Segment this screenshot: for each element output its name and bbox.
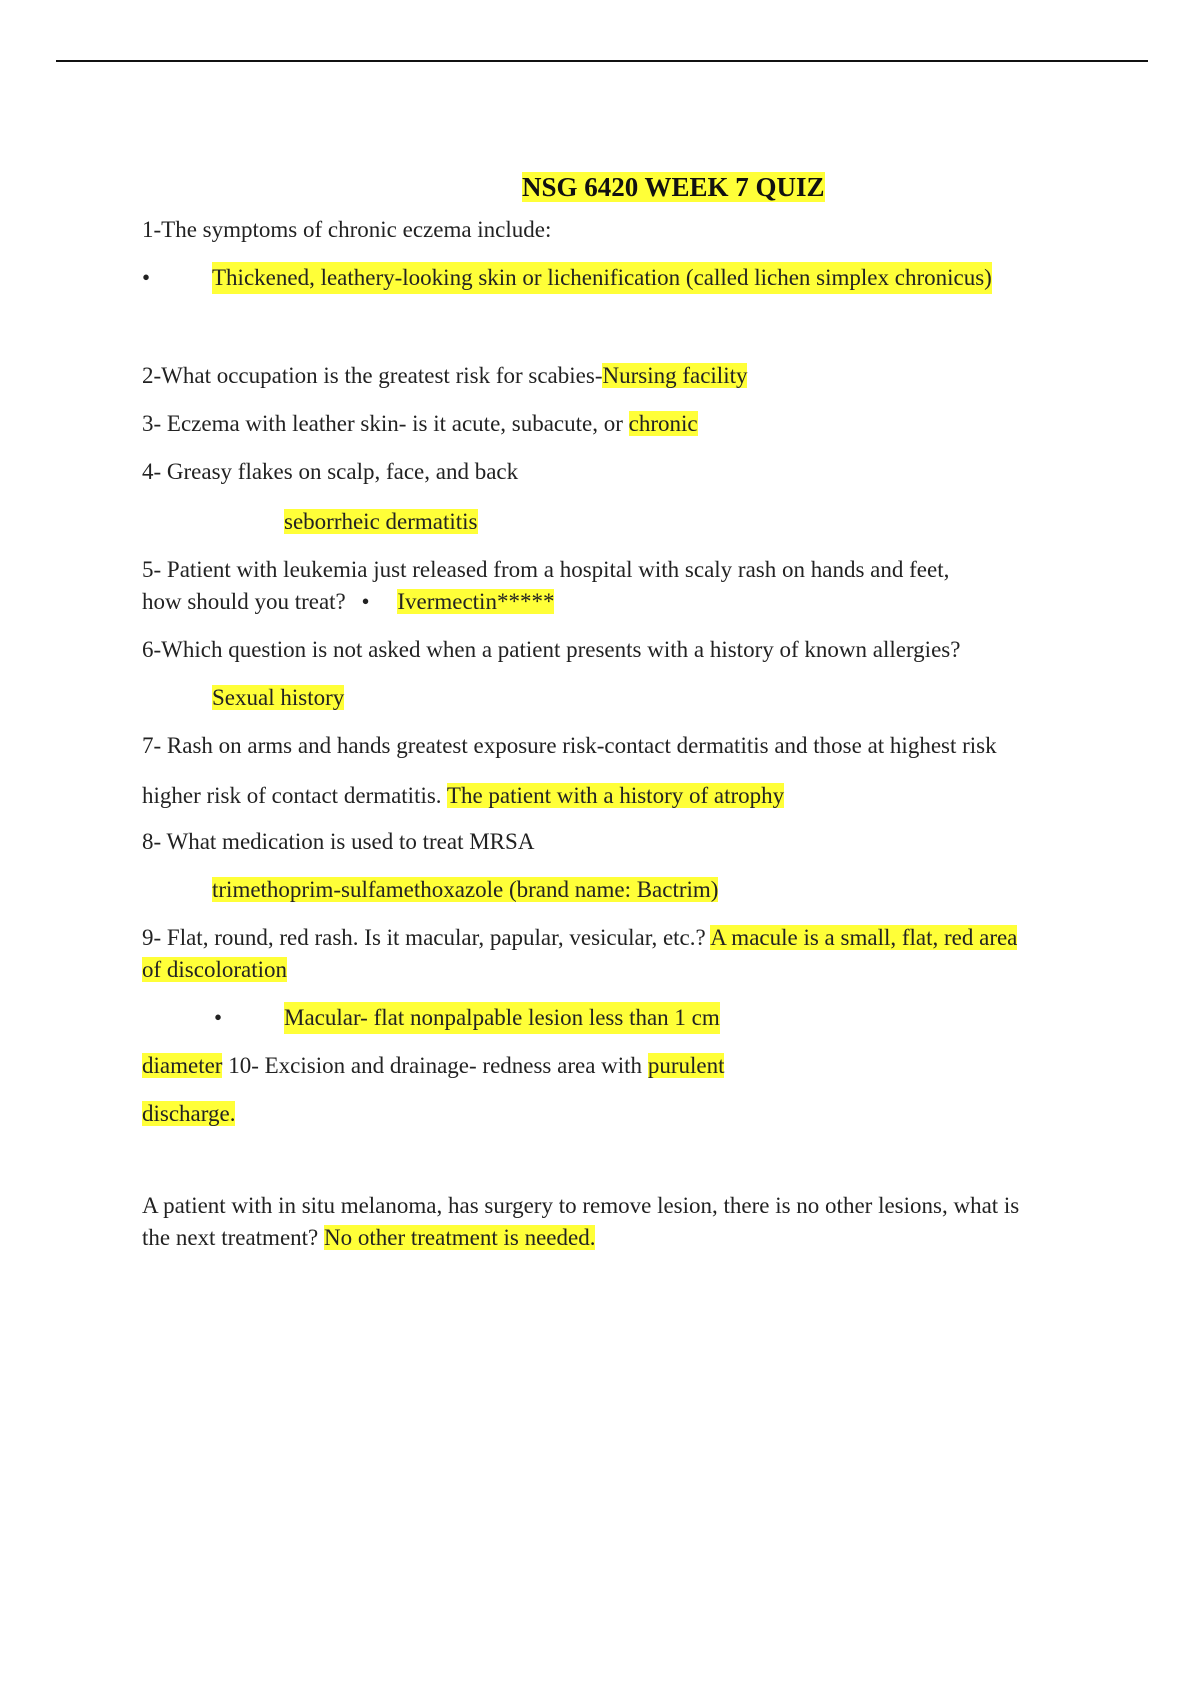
top-horizontal-rule [56, 60, 1148, 62]
answer-9-line-1: A macule is a small, flat, red area [710, 925, 1018, 950]
answer-9-line-2: of discoloration [142, 957, 287, 982]
bullet-icon: • [214, 1005, 223, 1030]
question-5-line-2 [142, 586, 554, 618]
question-11-line-1: A patient with in situ melanoma, has surgery to remove lesion, there is no other lesions, what is [142, 1193, 1020, 1218]
question-1: 1-The symptoms of chronic eczema include: [142, 217, 552, 242]
answer-10-line-2: discharge. [142, 1101, 236, 1126]
answer-5: Ivermectin***** [397, 589, 555, 614]
bullet-icon: • [142, 265, 151, 290]
answer-9-bullet-cont: diameter [142, 1053, 223, 1078]
answer-9-line-2-row [142, 954, 287, 986]
answer-6: Sexual history [212, 685, 345, 710]
answer-3: chronic [628, 411, 698, 436]
question-10 [142, 1050, 724, 1082]
question-3 [142, 408, 698, 440]
answer-8-row [212, 874, 718, 906]
question-10-text: 10- Excision and drainage- redness area with [222, 1053, 648, 1078]
answer-10-line-2-row [142, 1098, 235, 1130]
question-7-text: higher risk of contact dermatitis. [142, 783, 447, 808]
answer-7: The patient with a history of atrophy [446, 783, 785, 808]
question-9 [142, 922, 1017, 954]
answer-10-line-1: purulent [647, 1053, 725, 1078]
document-title [522, 168, 825, 206]
question-4: 4- Greasy flakes on scalp, face, and back [142, 459, 519, 484]
question-2-text: 2-What occupation is the greatest risk for scabies- [142, 363, 603, 388]
question-7-line-2 [142, 780, 784, 812]
question-6: 6-Which question is not asked when a patient presents with a history of known allergies? [142, 637, 961, 662]
answer-1: Thickened, leathery-looking skin or lichenification (called lichen simplex chronicus) [212, 262, 992, 294]
question-9-text: 9- Flat, round, red rash. Is it macular, papular, vesicular, etc.? [142, 925, 711, 950]
question-8: 8- What medication is used to treat MRSA [142, 829, 535, 854]
question-2 [142, 360, 747, 392]
question-7-line-1: 7- Rash on arms and hands greatest exposure risk-contact dermatitis and those at highest risk [142, 733, 997, 758]
question-5-text: how should you treat? [142, 589, 346, 614]
answer-2: Nursing facility [602, 363, 748, 388]
question-3-text: 3- Eczema with leather skin- is it acute, subacute, or [142, 411, 629, 436]
answer-11: No other treatment is needed. [324, 1225, 596, 1250]
bullet-icon: • [361, 589, 370, 614]
answer-4-row [284, 506, 478, 538]
answer-4: seborrheic dermatitis [284, 509, 478, 534]
answer-6-row [212, 682, 344, 714]
question-5-line-1: 5- Patient with leukemia just released from a hospital with scaly rash on hands and feet, [142, 557, 950, 582]
title-highlight: NSG 6420 WEEK 7 QUIZ [522, 172, 825, 202]
answer-9-bullet: Macular- flat nonpalpable lesion less than 1 cm [284, 1002, 720, 1034]
question-11-text: the next treatment? [142, 1225, 325, 1250]
answer-8: trimethoprim-sulfamethoxazole (brand name: Bactrim) [212, 877, 719, 902]
question-11-line-2 [142, 1222, 595, 1254]
